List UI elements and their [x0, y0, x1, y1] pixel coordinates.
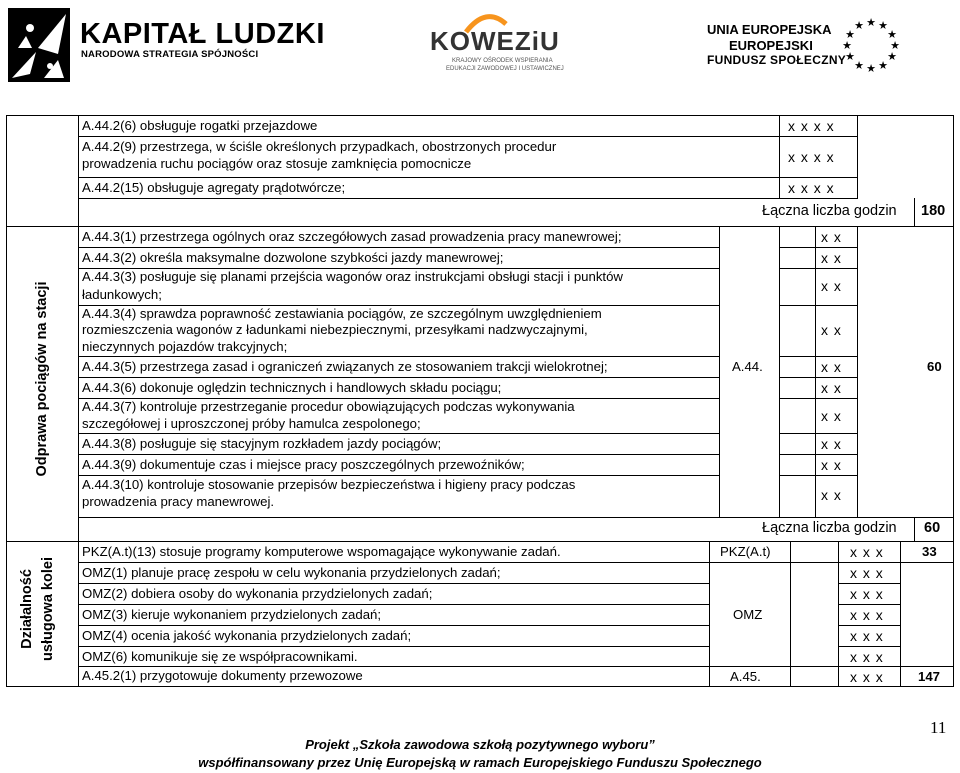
svg-text:★: ★ [845, 50, 855, 63]
svg-text:★: ★ [887, 28, 897, 41]
s2-row-3-line1: A.44.3(4) sprawdza poprawność zestawiania pociągów, ze szczególnym uwzględnieniem [82, 306, 602, 321]
svg-text:★: ★ [842, 39, 852, 52]
s3-omz-row-3-marks: x x x [850, 628, 884, 644]
s2-row-6-line2: szczegółowej i uproszczonej próby hamulca zespolonego; [82, 416, 421, 431]
koweziu-line2: EDUKACJI ZAWODOWEJ I USTAWICZNEJ [446, 66, 564, 72]
s3-omz-row-0-marks: x x x [850, 565, 884, 581]
s2-row-8-text: A.44.3(9) dokumentuje czas i miejsce pracy poszczególnych przewoźników; [82, 457, 525, 472]
s1-row-2-marks: x x x x [788, 180, 835, 196]
s2-row-3-line2: rozmieszczenia wagonów z ładunkami niebezpiecznymi, przesyłkami nadzwyczajnymi, [82, 322, 588, 337]
s2-code: A.44. [732, 359, 763, 374]
kapital-ludzki-title: KAPITAŁ LUDZKI [80, 18, 325, 50]
s2-hours: 60 [927, 359, 942, 374]
s2-row-9-line2: prowadzenia pracy manewrowej. [82, 494, 275, 509]
s3-pkz-code: PKZ(A.t) [720, 544, 771, 559]
s3-omz-row-1-marks: x x x [850, 586, 884, 602]
svg-text:★: ★ [866, 16, 876, 29]
s3-a45-hours: 147 [918, 669, 941, 684]
page-number: 11 [930, 718, 947, 737]
s3-omz-row-1-text: OMZ(2) dobiera osoby do wykonania przydzielonych zadań; [82, 586, 433, 601]
s2-row-3-marks: x x [821, 322, 842, 338]
s3-a45-code: A.45. [730, 669, 761, 684]
s3-omz-row-3-text: OMZ(4) ocenia jakość wykonania przydzielonych zadań; [82, 628, 412, 643]
svg-text:★: ★ [854, 19, 864, 32]
s2-row-6-marks: x x [821, 408, 842, 424]
koweziu-line1: KRAJOWY OŚRODEK WSPIERANIA [452, 58, 553, 64]
svg-text:★: ★ [854, 59, 864, 72]
s2-row-7-marks: x x [821, 436, 842, 452]
section2-side-label: Odprawa pociągów na stacji [34, 281, 50, 477]
s3-pkz-marks: x x x [850, 544, 884, 560]
s1-row-0-text: A.44.2(6) obsługuje rogatki przejazdowe [82, 118, 318, 133]
section3-side-label-1: Działalność [19, 569, 35, 649]
s1-total-value: 180 [921, 203, 946, 219]
s2-total-value: 60 [924, 520, 941, 536]
s2-row-0-marks: x x [821, 229, 842, 245]
s2-row-1-marks: x x [821, 250, 842, 266]
s3-omz-row-2-marks: x x x [850, 607, 884, 623]
s2-row-7-text: A.44.3(8) posługuje się stacyjnym rozkładem jazdy pociągów; [82, 436, 442, 451]
s1-row-1-line2: prowadzenia ruchu pociągów oraz stosuje zamknięcia pomocnicze [82, 156, 472, 171]
s1-row-1-marks: x x x x [788, 149, 835, 165]
s2-row-2-marks: x x [821, 278, 842, 294]
eu-stars-flag-icon [838, 14, 904, 74]
s2-row-9-line1: A.44.3(10) kontroluje stosowanie przepisów bezpieczeństwa i higieny pracy podczas [82, 477, 576, 492]
s3-omz-row-0-text: OMZ(1) planuje pracę zespołu w celu wykonania przydzielonych zadań; [82, 565, 501, 580]
s2-row-2-line1: A.44.3(3) posługuje się planami przejścia wagonów oraz instrukcjami obsługi stacji i punktów [82, 269, 623, 284]
s2-row-8-marks: x x [821, 457, 842, 473]
svg-text:★: ★ [887, 50, 897, 63]
s2-total-label: Łączna liczba godzin [762, 520, 897, 536]
s2-row-9-marks: x x [821, 487, 842, 503]
s2-row-5-text: A.44.3(6) dokonuje oględzin technicznych i handlowych składu pociągu; [82, 380, 502, 395]
s2-row-5-marks: x x [821, 380, 842, 396]
svg-text:★: ★ [845, 28, 855, 41]
s1-row-0-marks: x x x x [788, 118, 835, 134]
s2-row-4-marks: x x [821, 359, 842, 375]
svg-text:★: ★ [878, 19, 888, 32]
kapital-ludzki-subtitle: NARODOWA STRATEGIA SPÓJNOŚCI [81, 49, 259, 60]
s2-row-6-line1: A.44.3(7) kontroluje przestrzeganie procedur obowiązujących podczas wykonywania [82, 399, 575, 414]
s3-omz-row-4-marks: x x x [850, 649, 884, 665]
s3-a45-marks: x x x [850, 669, 884, 685]
s1-total-label: Łączna liczba godzin [762, 203, 897, 219]
svg-text:★: ★ [866, 62, 876, 74]
s2-row-4-text: A.44.3(5) przestrzega zasad i ograniczeń związanych ze stosowaniem trakcji wielokrotnej; [82, 359, 608, 374]
s3-pkz-hours: 33 [922, 544, 937, 559]
ue-line2: EUROPEJSKI [729, 38, 813, 53]
page-header [0, 0, 960, 105]
s2-row-3-line3: nieczynnych pojazdów trakcyjnych; [82, 339, 288, 354]
s1-row-1-line1: A.44.2(9) przestrzega, w ściśle określonych przypadkach, obostrzonych procedur [82, 139, 557, 154]
s2-row-0-text: A.44.3(1) przestrzega ogólnych oraz szczegółowych zasad prowadzenia pracy manewrowej; [82, 229, 622, 244]
kapital-ludzki-logo-icon [8, 8, 70, 82]
section3-side-label-2: usługowa kolei [40, 557, 56, 661]
s3-omz-row-4-text: OMZ(6) komunikuje się ze współpracownikami. [82, 649, 358, 664]
s3-a45-text: A.45.2(1) przygotowuje dokumenty przewozowe [82, 668, 363, 683]
s1-row-2-text: A.44.2(15) obsługuje agregaty prądotwórcze; [82, 180, 346, 195]
s2-row-1-text: A.44.3(2) określa maksymalne dozwolone szybkości jazdy manewrowej; [82, 250, 504, 265]
s2-row-2-line2: ładunkowych; [82, 287, 162, 302]
ue-line3: FUNDUSZ SPOŁECZNY [707, 53, 847, 67]
koweziu-logo [430, 12, 564, 72]
svg-text:★: ★ [890, 39, 900, 52]
koweziu-wordmark: KOWEZiU [430, 26, 560, 56]
s3-omz-row-2-text: OMZ(3) kieruje wykonaniem przydzielonych zadań; [82, 607, 382, 622]
svg-text:★: ★ [878, 59, 888, 72]
footer-line2: współfinansowany przez Unię Europejską w ramach Europejskiego Funduszu Społecznego [198, 755, 762, 770]
s3-pkz-text: PKZ(A.t)(13) stosuje programy komputerowe wspomagające wykonywanie zadań. [82, 544, 561, 559]
ue-line1: UNIA EUROPEJSKA [707, 22, 832, 37]
s3-omz-code: OMZ [733, 607, 763, 622]
footer-line1: Projekt „Szkoła zawodowa szkołą pozytywnego wyboru” [305, 737, 655, 752]
